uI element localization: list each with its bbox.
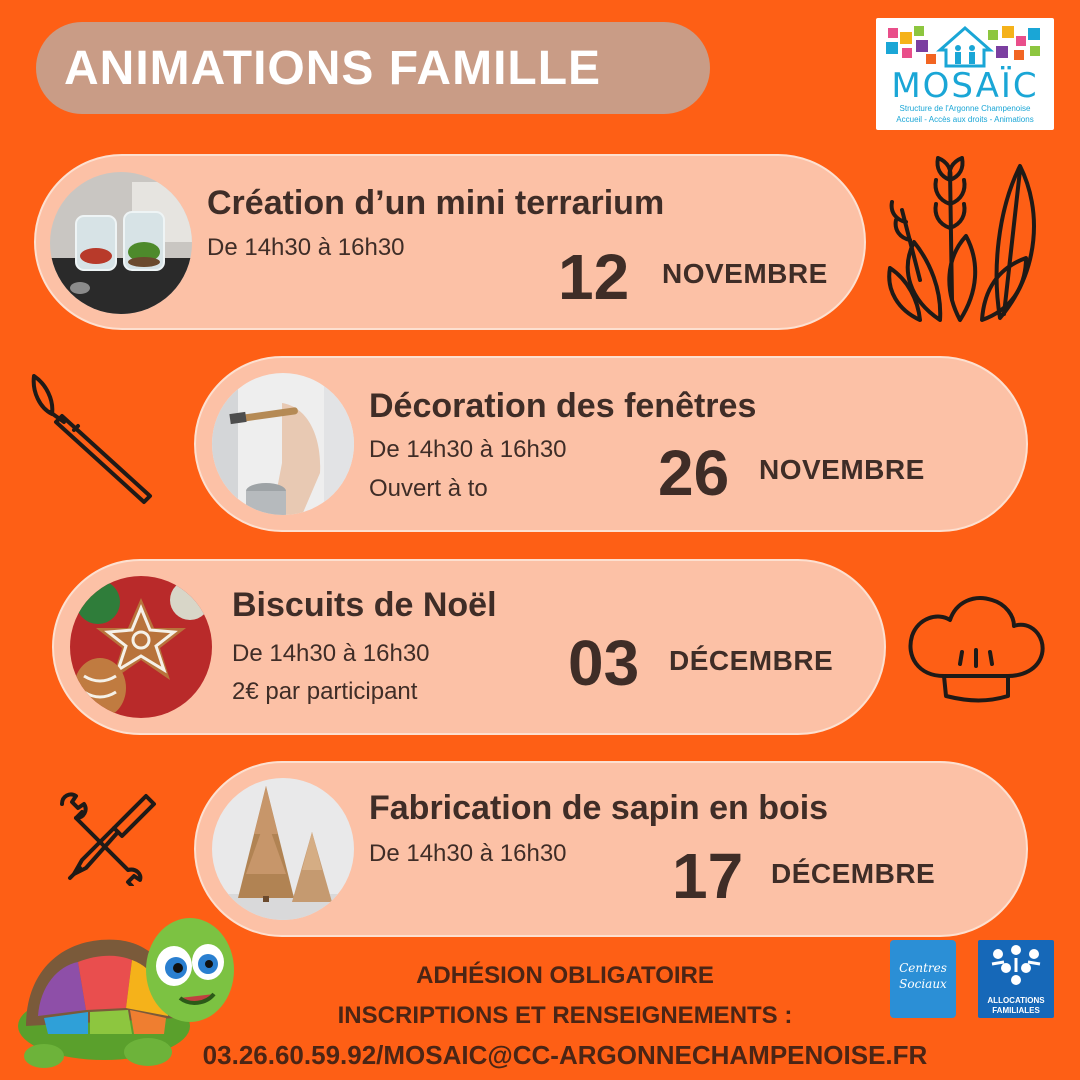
event-time: De 14h30 à 16h30 bbox=[207, 234, 405, 261]
paintbrush-icon bbox=[24, 370, 164, 510]
event-day: 03 bbox=[568, 627, 640, 699]
chef-hat-icon bbox=[904, 592, 1048, 706]
event-title: Décoration des fenêtres bbox=[369, 387, 757, 425]
event-day: 12 bbox=[558, 241, 630, 313]
contact-details[interactable]: 03.26.60.59.92/MOSAIC@CC-ARGONNECHAMPENOISE.FR bbox=[202, 1040, 928, 1070]
caf-text-1: ALLOCATIONS bbox=[987, 996, 1045, 1005]
wooden-tree-photo bbox=[212, 778, 354, 920]
painting-photo bbox=[212, 373, 354, 515]
event-extra: Ouvert à to bbox=[369, 475, 488, 502]
terrarium-photo bbox=[50, 172, 192, 314]
event-day: 17 bbox=[672, 840, 744, 912]
event-month: DÉCEMBRE bbox=[771, 858, 936, 889]
registration-info: INSCRIPTIONS ET RENSEIGNEMENTS : bbox=[337, 1002, 793, 1029]
page-title-pill bbox=[36, 22, 710, 114]
tools-icon bbox=[56, 790, 160, 886]
event-month: NOVEMBRE bbox=[662, 258, 828, 289]
event-time: De 14h30 à 16h30 bbox=[232, 640, 430, 667]
event-month: DÉCEMBRE bbox=[669, 645, 834, 676]
mosaic-logo bbox=[876, 18, 1054, 130]
logo-subtitle: Structure de l'Argonne Champenoise bbox=[899, 104, 1031, 113]
event-title: Biscuits de Noël bbox=[232, 586, 497, 624]
event-time: De 14h30 à 16h30 bbox=[369, 436, 567, 463]
membership-required: ADHÉSION OBLIGATOIRE bbox=[416, 962, 714, 989]
centres-sociaux-logo bbox=[890, 940, 956, 1018]
logo-tagline: Accueil - Accès aux droits - Animations bbox=[896, 115, 1034, 124]
event-title: Création d’un mini terrarium bbox=[207, 184, 665, 222]
biscuits-photo bbox=[70, 576, 212, 718]
page-title: ANIMATIONS FAMILLE bbox=[64, 41, 602, 95]
event-day: 26 bbox=[658, 437, 730, 509]
caf-logo bbox=[978, 940, 1054, 1018]
event-time: De 14h30 à 16h30 bbox=[369, 840, 567, 867]
caf-family-icon bbox=[978, 942, 1054, 992]
event-title: Fabrication de sapin en bois bbox=[369, 789, 829, 827]
caf-text-2: FAMILIALES bbox=[992, 1006, 1040, 1015]
logo-name: MOSAÏC bbox=[891, 66, 1039, 106]
event-month: NOVEMBRE bbox=[759, 454, 925, 485]
event-extra: 2€ par participant bbox=[232, 678, 418, 705]
plant-icon bbox=[880, 150, 1050, 326]
centres-sociaux-text: Centres Sociaux bbox=[899, 961, 947, 991]
